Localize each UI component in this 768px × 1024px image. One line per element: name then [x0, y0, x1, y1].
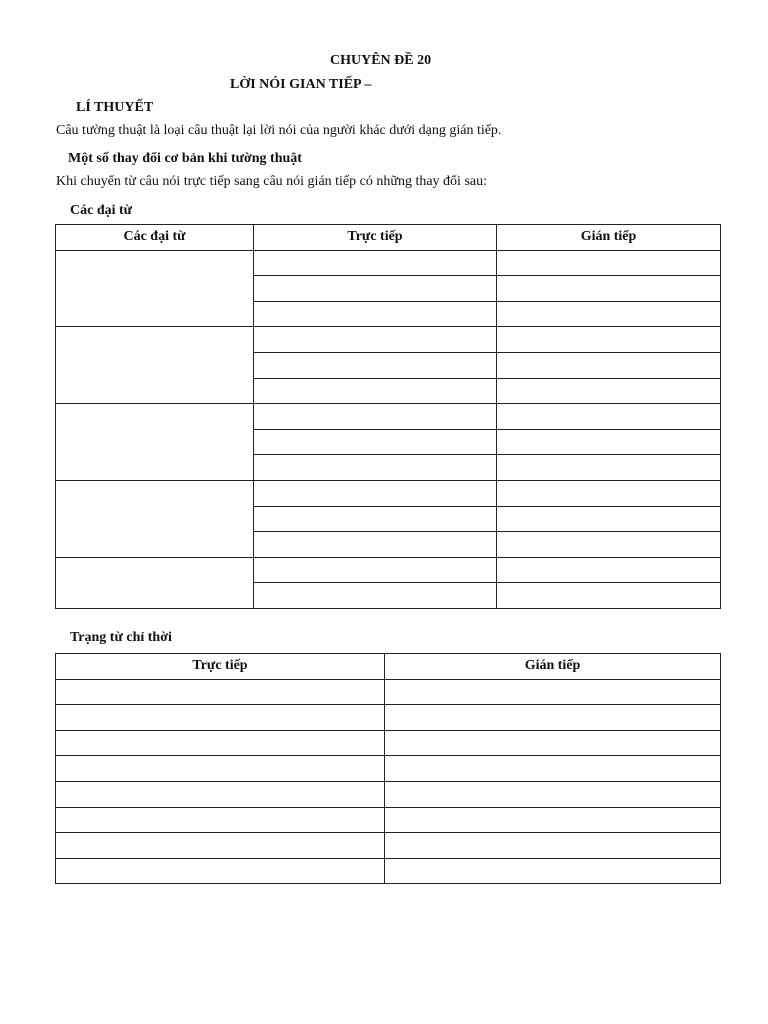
- indirect-cell: [497, 429, 721, 455]
- column-header-indirect: Gián tiếp: [385, 654, 721, 680]
- pronoun-cell: [56, 557, 254, 608]
- column-header-pronoun: Các đại từ: [56, 225, 254, 251]
- table-row: [56, 679, 721, 705]
- indirect-cell: [497, 250, 721, 276]
- table-row: [56, 480, 721, 506]
- direct-cell: [254, 276, 497, 302]
- direct-cell: [254, 480, 497, 506]
- time-adverbs-header-row: [56, 654, 721, 680]
- table-row: [56, 807, 721, 833]
- table-row: [56, 250, 721, 276]
- pronouns-heading: Các đại từ: [70, 203, 133, 218]
- direct-cell: [254, 455, 497, 481]
- time-adverbs-heading: Trạng từ chỉ thời: [70, 630, 172, 645]
- indirect-cell: [497, 506, 721, 532]
- indirect-cell: [497, 352, 721, 378]
- doc-title: CHUYÊN ĐỀ 20: [330, 53, 432, 68]
- indirect-cell: [497, 276, 721, 302]
- direct-cell: [254, 532, 497, 558]
- indirect-cell: [385, 679, 721, 705]
- indirect-cell: [385, 730, 721, 756]
- direct-cell: [254, 583, 497, 609]
- table-row: [56, 833, 721, 859]
- direct-cell: [254, 301, 497, 327]
- changes-heading: Một số thay đổi cơ bản khi tường thuật: [68, 151, 302, 166]
- direct-cell: [56, 705, 385, 731]
- pronoun-cell: [56, 250, 254, 327]
- section-theory-heading: LÍ THUYẾT: [76, 100, 154, 115]
- direct-cell: [56, 756, 385, 782]
- indirect-cell: [497, 404, 721, 430]
- table-row: [56, 781, 721, 807]
- direct-cell: [254, 506, 497, 532]
- table-row: [56, 756, 721, 782]
- indirect-cell: [497, 532, 721, 558]
- table-row: [56, 730, 721, 756]
- indirect-cell: [385, 756, 721, 782]
- doc-subtitle: LỜI NÓI GIAN TIẾP –: [230, 77, 372, 92]
- indirect-cell: [497, 301, 721, 327]
- direct-cell: [56, 781, 385, 807]
- table-row: [56, 404, 721, 430]
- table-row: [56, 858, 721, 884]
- direct-cell: [254, 429, 497, 455]
- direct-cell: [56, 679, 385, 705]
- direct-cell: [56, 730, 385, 756]
- table-row: [56, 327, 721, 353]
- direct-cell: [254, 378, 497, 404]
- indirect-cell: [497, 480, 721, 506]
- pronoun-cell: [56, 327, 254, 404]
- direct-cell: [56, 833, 385, 859]
- indirect-cell: [497, 378, 721, 404]
- direct-cell: [254, 250, 497, 276]
- changes-intro: Khi chuyển từ câu nói trực tiếp sang câu nói gián tiếp có những thay đổi sau:: [56, 174, 487, 189]
- indirect-cell: [497, 455, 721, 481]
- pronoun-cell: [56, 480, 254, 557]
- direct-cell: [254, 352, 497, 378]
- column-header-direct: Trực tiếp: [56, 654, 385, 680]
- direct-cell: [254, 404, 497, 430]
- direct-cell: [254, 557, 497, 583]
- indirect-cell: [385, 781, 721, 807]
- column-header-indirect: Gián tiếp: [497, 225, 721, 251]
- direct-cell: [56, 858, 385, 884]
- direct-cell: [56, 807, 385, 833]
- indirect-cell: [385, 858, 721, 884]
- pronoun-cell: [56, 404, 254, 481]
- indirect-cell: [385, 807, 721, 833]
- column-header-direct: Trực tiếp: [254, 225, 497, 251]
- table-row: [56, 557, 721, 583]
- pronouns-header-row: [56, 225, 721, 251]
- pronouns-table: [55, 224, 721, 609]
- indirect-cell: [385, 705, 721, 731]
- indirect-cell: [497, 583, 721, 609]
- indirect-cell: [385, 833, 721, 859]
- indirect-cell: [497, 327, 721, 353]
- time-adverbs-table: [55, 653, 721, 884]
- indirect-cell: [497, 557, 721, 583]
- definition-paragraph: Câu tường thuật là loại câu thuật lại lời nói của người khác dưới dạng gián tiếp.: [56, 123, 502, 138]
- table-row: [56, 705, 721, 731]
- direct-cell: [254, 327, 497, 353]
